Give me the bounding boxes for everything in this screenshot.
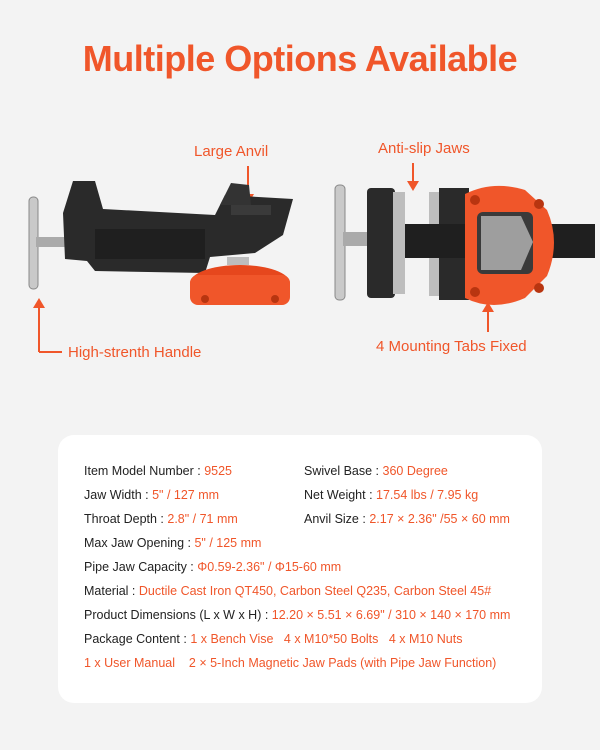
spec-swivel-base: Swivel Base : 360 Degree: [304, 464, 448, 478]
spec-package-content-continued: 1 x User Manual 2 × 5-Inch Magnetic Jaw Pads (with Pipe Jaw Function): [84, 656, 497, 670]
spec-throat-depth: Throat Depth : 2.8" / 71 mm: [84, 512, 238, 526]
callout-handle: High-strenth Handle: [68, 344, 202, 361]
page-title: Multiple Options Available: [82, 38, 518, 79]
spec-material: Material : Ductile Cast Iron QT450, Carbon Steel Q235, Carbon Steel 45#: [84, 584, 492, 598]
spec-pipe-jaw-capacity: Pipe Jaw Capacity : Φ0.59-2.36" / Φ15-60 mm: [84, 560, 342, 574]
spec-package-content: Package Content : 1 x Bench Vise 4 x M10*50 Bolts 4 x M10 Nuts: [84, 632, 463, 646]
spec-anvil-size: Anvil Size : 2.17 × 2.36" /55 × 60 mm: [304, 512, 510, 526]
spec-model: Item Model Number : 9525: [84, 464, 232, 478]
spec-product-dimensions: Product Dimensions (L x W x H) : 12.20 × 5.51 × 6.69" / 310 × 140 × 170 mm: [84, 608, 511, 622]
callout-anti-slip-jaws: Anti-slip Jaws: [378, 140, 470, 157]
spec-jaw-width: Jaw Width : 5" / 127 mm: [84, 488, 220, 502]
bench-vise-side-view-image: [25, 175, 305, 325]
callout-large-anvil: Large Anvil: [194, 143, 269, 160]
spec-net-weight: Net Weight : 17.54 lbs / 7.95 kg: [304, 488, 479, 502]
bench-vise-top-view-image: [325, 180, 595, 320]
callout-mounting-tabs: 4 Mounting Tabs Fixed: [376, 338, 527, 355]
spec-max-jaw-opening: Max Jaw Opening : 5" / 125 mm: [84, 536, 262, 550]
